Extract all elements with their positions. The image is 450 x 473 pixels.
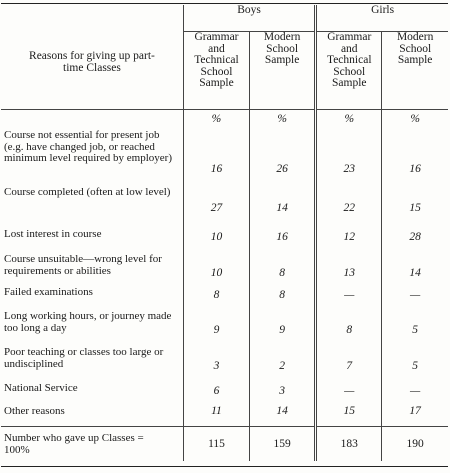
group-header-girls: Girls: [316, 5, 448, 32]
total-value: 183: [316, 427, 382, 462]
cell-value: 22: [316, 177, 382, 217]
total-label: Number who gave up Classes = 100%: [1, 427, 183, 462]
percent-row: [1, 110, 448, 131]
cell-value: 10: [183, 243, 249, 280]
cell-value: 17: [382, 397, 448, 427]
row-label: Long working hours, or journey made too long a day: [4, 310, 172, 334]
table-row: [1, 243, 448, 280]
row-label: Poor teaching or classes too large or undisciplined: [4, 346, 164, 370]
table-row: [1, 373, 448, 397]
cell-value: 14: [250, 177, 316, 217]
cell-value: 8: [183, 280, 249, 301]
total-value: 190: [382, 427, 448, 462]
column-header-boys-modern: Modern School Sample: [250, 32, 316, 110]
percent-sign: %: [382, 110, 448, 131]
bottom-rule: [1, 466, 448, 467]
cell-value: 16: [382, 130, 448, 177]
row-label: Lost interest in course: [4, 228, 102, 240]
cell-value: 9: [250, 301, 316, 337]
cell-value: 15: [382, 177, 448, 217]
table-row: [1, 301, 448, 337]
row-label: National Service: [4, 382, 78, 394]
cell-value: 11: [183, 397, 249, 427]
table-row: [1, 217, 448, 243]
reasons-table: [1, 5, 448, 461]
cell-value: —: [382, 280, 448, 301]
cell-value: 3: [183, 337, 249, 373]
cell-value: 13: [316, 243, 382, 280]
cell-value: 5: [382, 301, 448, 337]
total-row: [1, 427, 448, 462]
cell-value: 8: [316, 301, 382, 337]
cell-value: 8: [250, 280, 316, 301]
total-value: 159: [250, 427, 316, 462]
cell-value: —: [316, 373, 382, 397]
cell-value: —: [382, 373, 448, 397]
cell-value: 16: [250, 217, 316, 243]
cell-value: —: [316, 280, 382, 301]
cell-value: 2: [250, 337, 316, 373]
cell-value: 9: [183, 301, 249, 337]
table-row: [1, 130, 448, 177]
row-label: Course completed (often at low level): [4, 186, 171, 198]
table-row: [1, 337, 448, 373]
table-row: [1, 397, 448, 427]
column-header-girls-grammar: Grammar and Technical School Sample: [316, 32, 382, 110]
percent-sign: %: [316, 110, 382, 131]
row-label: Failed examinations: [4, 286, 93, 298]
cell-value: 28: [382, 217, 448, 243]
column-header-boys-grammar: Grammar and Technical School Sample: [183, 32, 249, 110]
column-header-girls-modern: Modern School Sample: [382, 32, 448, 110]
total-value: 115: [183, 427, 249, 462]
cell-value: 5: [382, 337, 448, 373]
cell-value: 7: [316, 337, 382, 373]
cell-value: 10: [183, 217, 249, 243]
cell-value: 6: [183, 373, 249, 397]
cell-value: 26: [250, 130, 316, 177]
cell-value: 15: [316, 397, 382, 427]
cell-value: 23: [316, 130, 382, 177]
cell-value: 12: [316, 217, 382, 243]
percent-sign: %: [183, 110, 249, 131]
cell-value: 3: [250, 373, 316, 397]
reason-column-header: [1, 5, 183, 110]
row-label: Other reasons: [4, 405, 65, 417]
group-header-boys: Boys: [183, 5, 315, 32]
cell-value: 14: [250, 397, 316, 427]
cell-value: 14: [382, 243, 448, 280]
cell-value: 27: [183, 177, 249, 217]
table-row: [1, 177, 448, 217]
reason-column-title: Reasons for giving up part-time Classes: [29, 50, 155, 74]
table-row: [1, 280, 448, 301]
cell-value: 8: [250, 243, 316, 280]
row-label: Course unsuitable—wrong level for requirements or abilities: [4, 253, 162, 277]
row-label: Course not essential for present job (e.g. have changed job, or reached minimum level required by employer): [4, 129, 173, 164]
percent-sign: %: [250, 110, 316, 131]
cell-value: 16: [183, 130, 249, 177]
